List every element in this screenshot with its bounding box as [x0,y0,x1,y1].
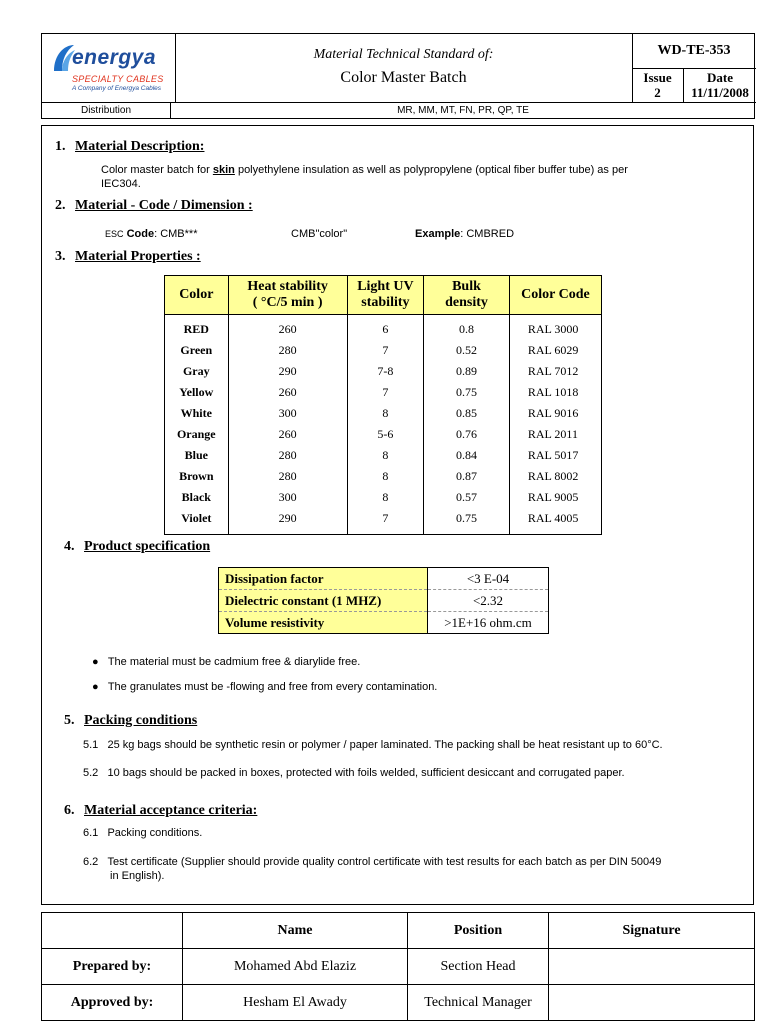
section-2-title: Material - Code / Dimension : [75,198,253,213]
code-value: : CMB*** [154,228,198,240]
table-row [165,466,602,487]
logo-tagline: A Company of Energya Cables [72,85,162,92]
properties-cell: 8 [347,466,424,487]
section-1-title: Material Description: [75,139,205,154]
properties-cell: 290 [228,508,347,535]
acceptance-item-1 [83,827,202,839]
properties-cell: 280 [228,445,347,466]
table-row [165,340,602,361]
signoff-corner [42,913,183,949]
section-6-title: Material acceptance criteria: [84,803,258,818]
name-header: Name [183,913,408,949]
properties-header-cell: Bulk density [424,276,510,315]
properties-cell: RED [165,315,229,341]
approved-signature [549,985,755,1021]
logo-sub: SPECIALTY CABLES [72,74,164,84]
properties-cell: Orange [165,424,229,445]
spec-value: <3 E-04 [428,568,549,590]
properties-cell: 290 [228,361,347,382]
section-6-heading [64,803,257,819]
properties-cell: 8 [347,487,424,508]
properties-cell: 260 [228,315,347,341]
example-label: Example [415,228,461,240]
properties-header-cell: Heat stability ( °C/5 min ) [228,276,347,315]
table-row [165,382,602,403]
logo-brand: energya [72,46,157,69]
bullet-text-2: The granulates must be -flowing and free from every contamination. [107,681,438,693]
company-logo [42,34,176,102]
properties-cell: 260 [228,382,347,403]
spec-label: Dissipation factor [219,568,428,590]
properties-cell: 7 [347,382,424,403]
properties-cell: 300 [228,403,347,424]
packing-num-2: 5.2 [83,767,99,779]
properties-cell: 8 [347,445,424,466]
packing-text-2: 10 bags should be packed in boxes, protected with foils welded, sufficient desiccant and corrugated paper. [107,767,625,779]
section-3-title: Material Properties : [75,249,201,264]
code-label: Code [126,228,155,240]
properties-cell: 0.75 [424,382,510,403]
properties-cell: 280 [228,466,347,487]
packing-num-1: 5.1 [83,739,99,751]
signoff-table [41,912,755,1021]
standard-of-label: Material Technical Standard of: [313,47,494,62]
example-value: : CMBRED [460,228,515,240]
header-meta-cell [632,34,756,102]
bullet-text-1: The material must be cadmium free & diarylide free. [107,656,361,668]
bullet-item: ● The material must be cadmium free & diarylide free. [92,656,361,668]
properties-cell: 0.85 [424,403,510,424]
section-1-heading [55,139,204,155]
properties-cell: Yellow [165,382,229,403]
spec-value: <2.32 [428,590,549,612]
acc-text-1: Packing conditions. [107,827,203,839]
distribution-label: Distribution [42,103,171,119]
approved-label: Approved by: [42,985,183,1021]
properties-cell: 6 [347,315,424,341]
acc-num-1: 6.1 [83,827,99,839]
section-3-number: 3. [55,249,66,264]
packing-item-2 [83,767,743,779]
spec-label: Dielectric constant (1 MHZ) [219,590,428,612]
properties-cell: RAL 9016 [509,403,601,424]
section-4-number: 4. [64,539,75,554]
properties-header-cell: Color [165,276,229,315]
table-row [165,445,602,466]
table-row [165,361,602,382]
distribution-value: MR, MM, MT, FN, PR, QP, TE [397,105,529,116]
section-3-heading [55,249,201,265]
document-code: WD-TE-353 [632,34,756,69]
spec-row [219,568,549,590]
s1-bold: skin [212,164,235,176]
properties-cell: RAL 9005 [509,487,601,508]
s1-pre: Color master batch for [101,164,213,176]
table-row [165,315,602,341]
spec-value: >1E+16 ohm.cm [428,612,549,634]
properties-cell: 7 [347,340,424,361]
properties-cell: 0.75 [424,508,510,535]
packing-item-1 [83,739,743,751]
section-6-number: 6. [64,803,75,818]
properties-header-cell: Color Code [509,276,601,315]
table-row [165,403,602,424]
properties-cell: 0.8 [424,315,510,341]
table-row [165,508,602,535]
properties-cell: Gray [165,361,229,382]
section-1-number: 1. [55,139,66,154]
properties-cell: 0.87 [424,466,510,487]
acc-num-2: 6.2 [83,856,99,868]
signature-header: Signature [549,913,755,949]
properties-cell: 260 [228,424,347,445]
properties-cell: 5-6 [347,424,424,445]
spec-row [219,590,549,612]
section-5-heading [64,713,197,729]
approved-position: Technical Manager [408,985,549,1021]
properties-cell: 7-8 [347,361,424,382]
properties-cell: Green [165,340,229,361]
s1-post: polyethylene insulation as well as polypropylene (optical fiber buffer tube) as per [234,164,628,176]
section-4-heading [64,539,210,555]
prepared-label: Prepared by: [42,949,183,985]
document-header [41,33,755,119]
date-label: Date [707,70,733,85]
properties-cell: Black [165,487,229,508]
spec-label: Volume resistivity [219,612,428,634]
section-4-title: Product specification [84,539,211,554]
section-1-text [101,163,701,191]
properties-cell: 8 [347,403,424,424]
table-row [165,487,602,508]
issue-label: Issue [643,70,672,85]
s1-line2: IEC304. [101,178,141,190]
properties-cell: RAL 6029 [509,340,601,361]
properties-cell: 300 [228,487,347,508]
properties-cell: Violet [165,508,229,535]
properties-cell: 0.52 [424,340,510,361]
example-line [415,228,514,240]
properties-cell: 280 [228,340,347,361]
acc-text-2b: in English). [110,870,165,882]
issue-value: 2 [654,85,661,100]
product-spec-table [218,567,549,634]
packing-text-1: 25 kg bags should be synthetic resin or polymer / paper laminated. The packing shall be heat resistant up to 60°C. [107,739,663,751]
properties-cell: RAL 1018 [509,382,601,403]
properties-cell: White [165,403,229,424]
material-properties-table [164,275,602,535]
properties-cell: 0.84 [424,445,510,466]
bullet-list [92,656,437,693]
document-title: Color Master Batch [340,69,467,86]
bullet-item: ● The granulates must be -flowing and free from every contamination. [92,681,438,693]
properties-cell: 0.57 [424,487,510,508]
section-2-number: 2. [55,198,66,213]
properties-cell: Blue [165,445,229,466]
properties-header-cell: Light UV stability [347,276,424,315]
date-value: 11/11/2008 [691,85,749,100]
properties-cell: 7 [347,508,424,535]
prepared-name: Mohamed Abd Elaziz [183,949,408,985]
section-5-number: 5. [64,713,75,728]
acc-text-2a: Test certificate (Supplier should provide quality control certificate with test results for each batch as per DIN 50049 [107,856,662,868]
properties-cell: Brown [165,466,229,487]
cmb-color: CMB"color" [291,228,348,240]
acceptance-item-2 [83,855,743,883]
section-2-heading [55,198,253,214]
prepared-signature [549,949,755,985]
approved-name: Hesham El Awady [183,985,408,1021]
properties-cell: RAL 7012 [509,361,601,382]
table-row [165,424,602,445]
position-header: Position [408,913,549,949]
properties-cell: 0.89 [424,361,510,382]
prepared-position: Section Head [408,949,549,985]
properties-cell: RAL 3000 [509,315,601,341]
properties-cell: RAL 8002 [509,466,601,487]
header-title-cell [175,34,633,102]
properties-cell: RAL 2011 [509,424,601,445]
esc-label: ESC [105,229,124,239]
esc-code-line [105,228,197,240]
properties-cell: RAL 5017 [509,445,601,466]
distribution-row [42,102,756,120]
spec-row [219,612,549,634]
properties-cell: 0.76 [424,424,510,445]
section-5-title: Packing conditions [84,713,198,728]
properties-cell: RAL 4005 [509,508,601,535]
